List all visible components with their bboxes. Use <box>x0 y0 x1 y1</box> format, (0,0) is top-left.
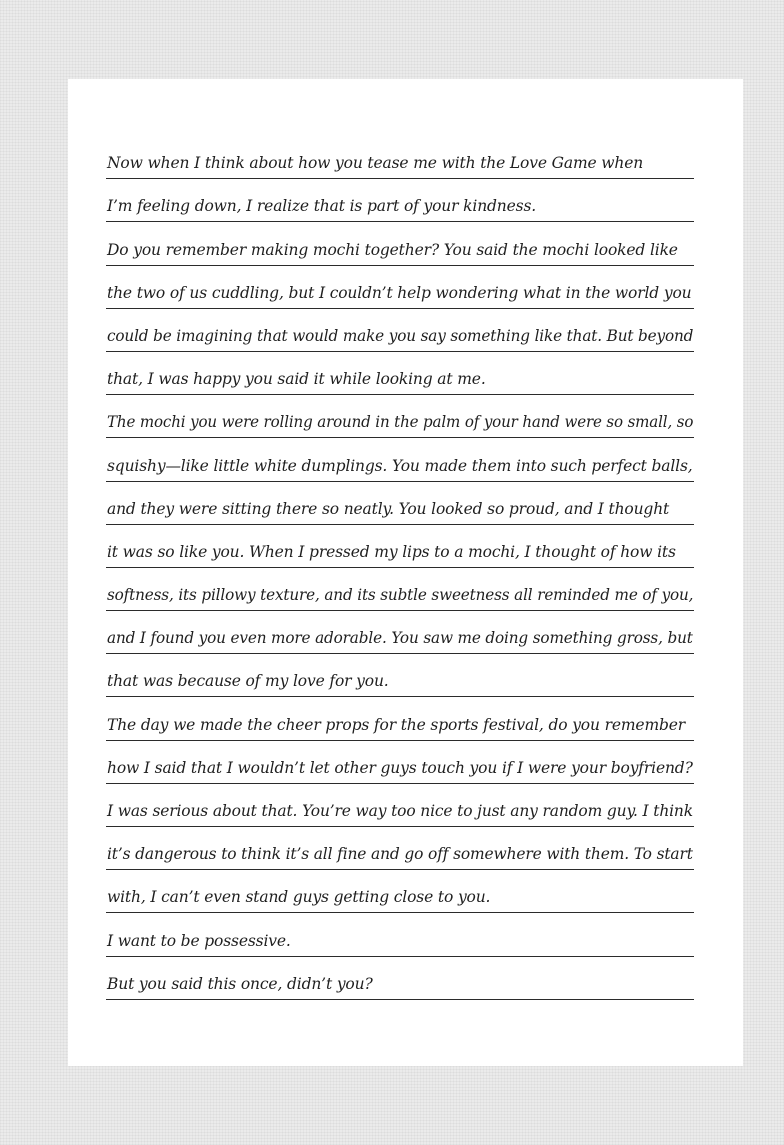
letter-line-text: The day we made the cheer props for the sports festival, do you remember <box>107 715 686 734</box>
letter-line <box>106 136 694 179</box>
letter-line-text: and they were sitting there so neatly. You looked so proud, and I thought <box>107 499 670 518</box>
letter-body <box>106 136 694 1000</box>
letter-line <box>106 870 694 913</box>
letter-line-text: The mochi you were rolling around in the palm of your hand were so small, so <box>107 413 694 432</box>
letter-line <box>106 179 694 222</box>
letter-line-text: the two of us cuddling, but I couldn’t help wondering what in the world you <box>107 283 692 302</box>
letter-line <box>106 482 694 525</box>
letter-line <box>106 611 694 654</box>
letter-line <box>106 438 694 481</box>
letter-line <box>106 222 694 265</box>
letter-line-text: I was serious about that. You’re way too nice to just any random guy. I think <box>107 802 693 820</box>
letter-line-text: I want to be possessive. <box>107 931 291 950</box>
letter-line-text: Now when I think about how you tease me with the Love Game when <box>107 154 644 173</box>
letter-line <box>106 913 694 956</box>
letter-line <box>106 697 694 740</box>
letter-line <box>106 525 694 568</box>
letter-line-text: it’s dangerous to think it’s all fine and go off somewhere with them. To start <box>107 845 693 864</box>
letter-line <box>106 784 694 827</box>
letter-line <box>106 827 694 870</box>
letter-line-text: But you said this once, didn’t you? <box>107 974 373 993</box>
letter-line <box>106 309 694 352</box>
letter-sheet <box>68 79 743 1066</box>
letter-line <box>106 395 694 438</box>
letter-line-text: softness, its pillowy texture, and its subtle sweetness all reminded me of you, <box>107 586 694 605</box>
letter-line <box>106 266 694 309</box>
letter-line <box>106 568 694 611</box>
letter-line-text: squishy—like little white dumplings. You made them into such perfect balls, <box>107 456 693 475</box>
letter-line <box>106 352 694 395</box>
letter-line-text: and I found you even more adorable. You saw me doing something gross, but <box>107 629 693 648</box>
letter-line-text: with, I can’t even stand guys getting close to you. <box>107 888 491 907</box>
letter-line-text: Do you remember making mochi together? You said the mochi looked like <box>107 240 678 259</box>
letter-line <box>106 654 694 697</box>
letter-line <box>106 957 694 1000</box>
letter-line <box>106 741 694 784</box>
letter-line-text: that, I was happy you said it while looking at me. <box>107 370 486 389</box>
letter-line-text: how I said that I wouldn’t let other guys touch you if I were your boyfriend? <box>107 758 693 777</box>
letter-line-text: I’m feeling down, I realize that is part of your kindness. <box>107 197 537 216</box>
letter-line-text: that was because of my love for you. <box>107 672 389 691</box>
letter-line-text: it was so like you. When I pressed my lips to a mochi, I thought of how its <box>107 542 676 561</box>
letter-line-text: could be imagining that would make you say something like that. But beyond <box>107 326 694 345</box>
